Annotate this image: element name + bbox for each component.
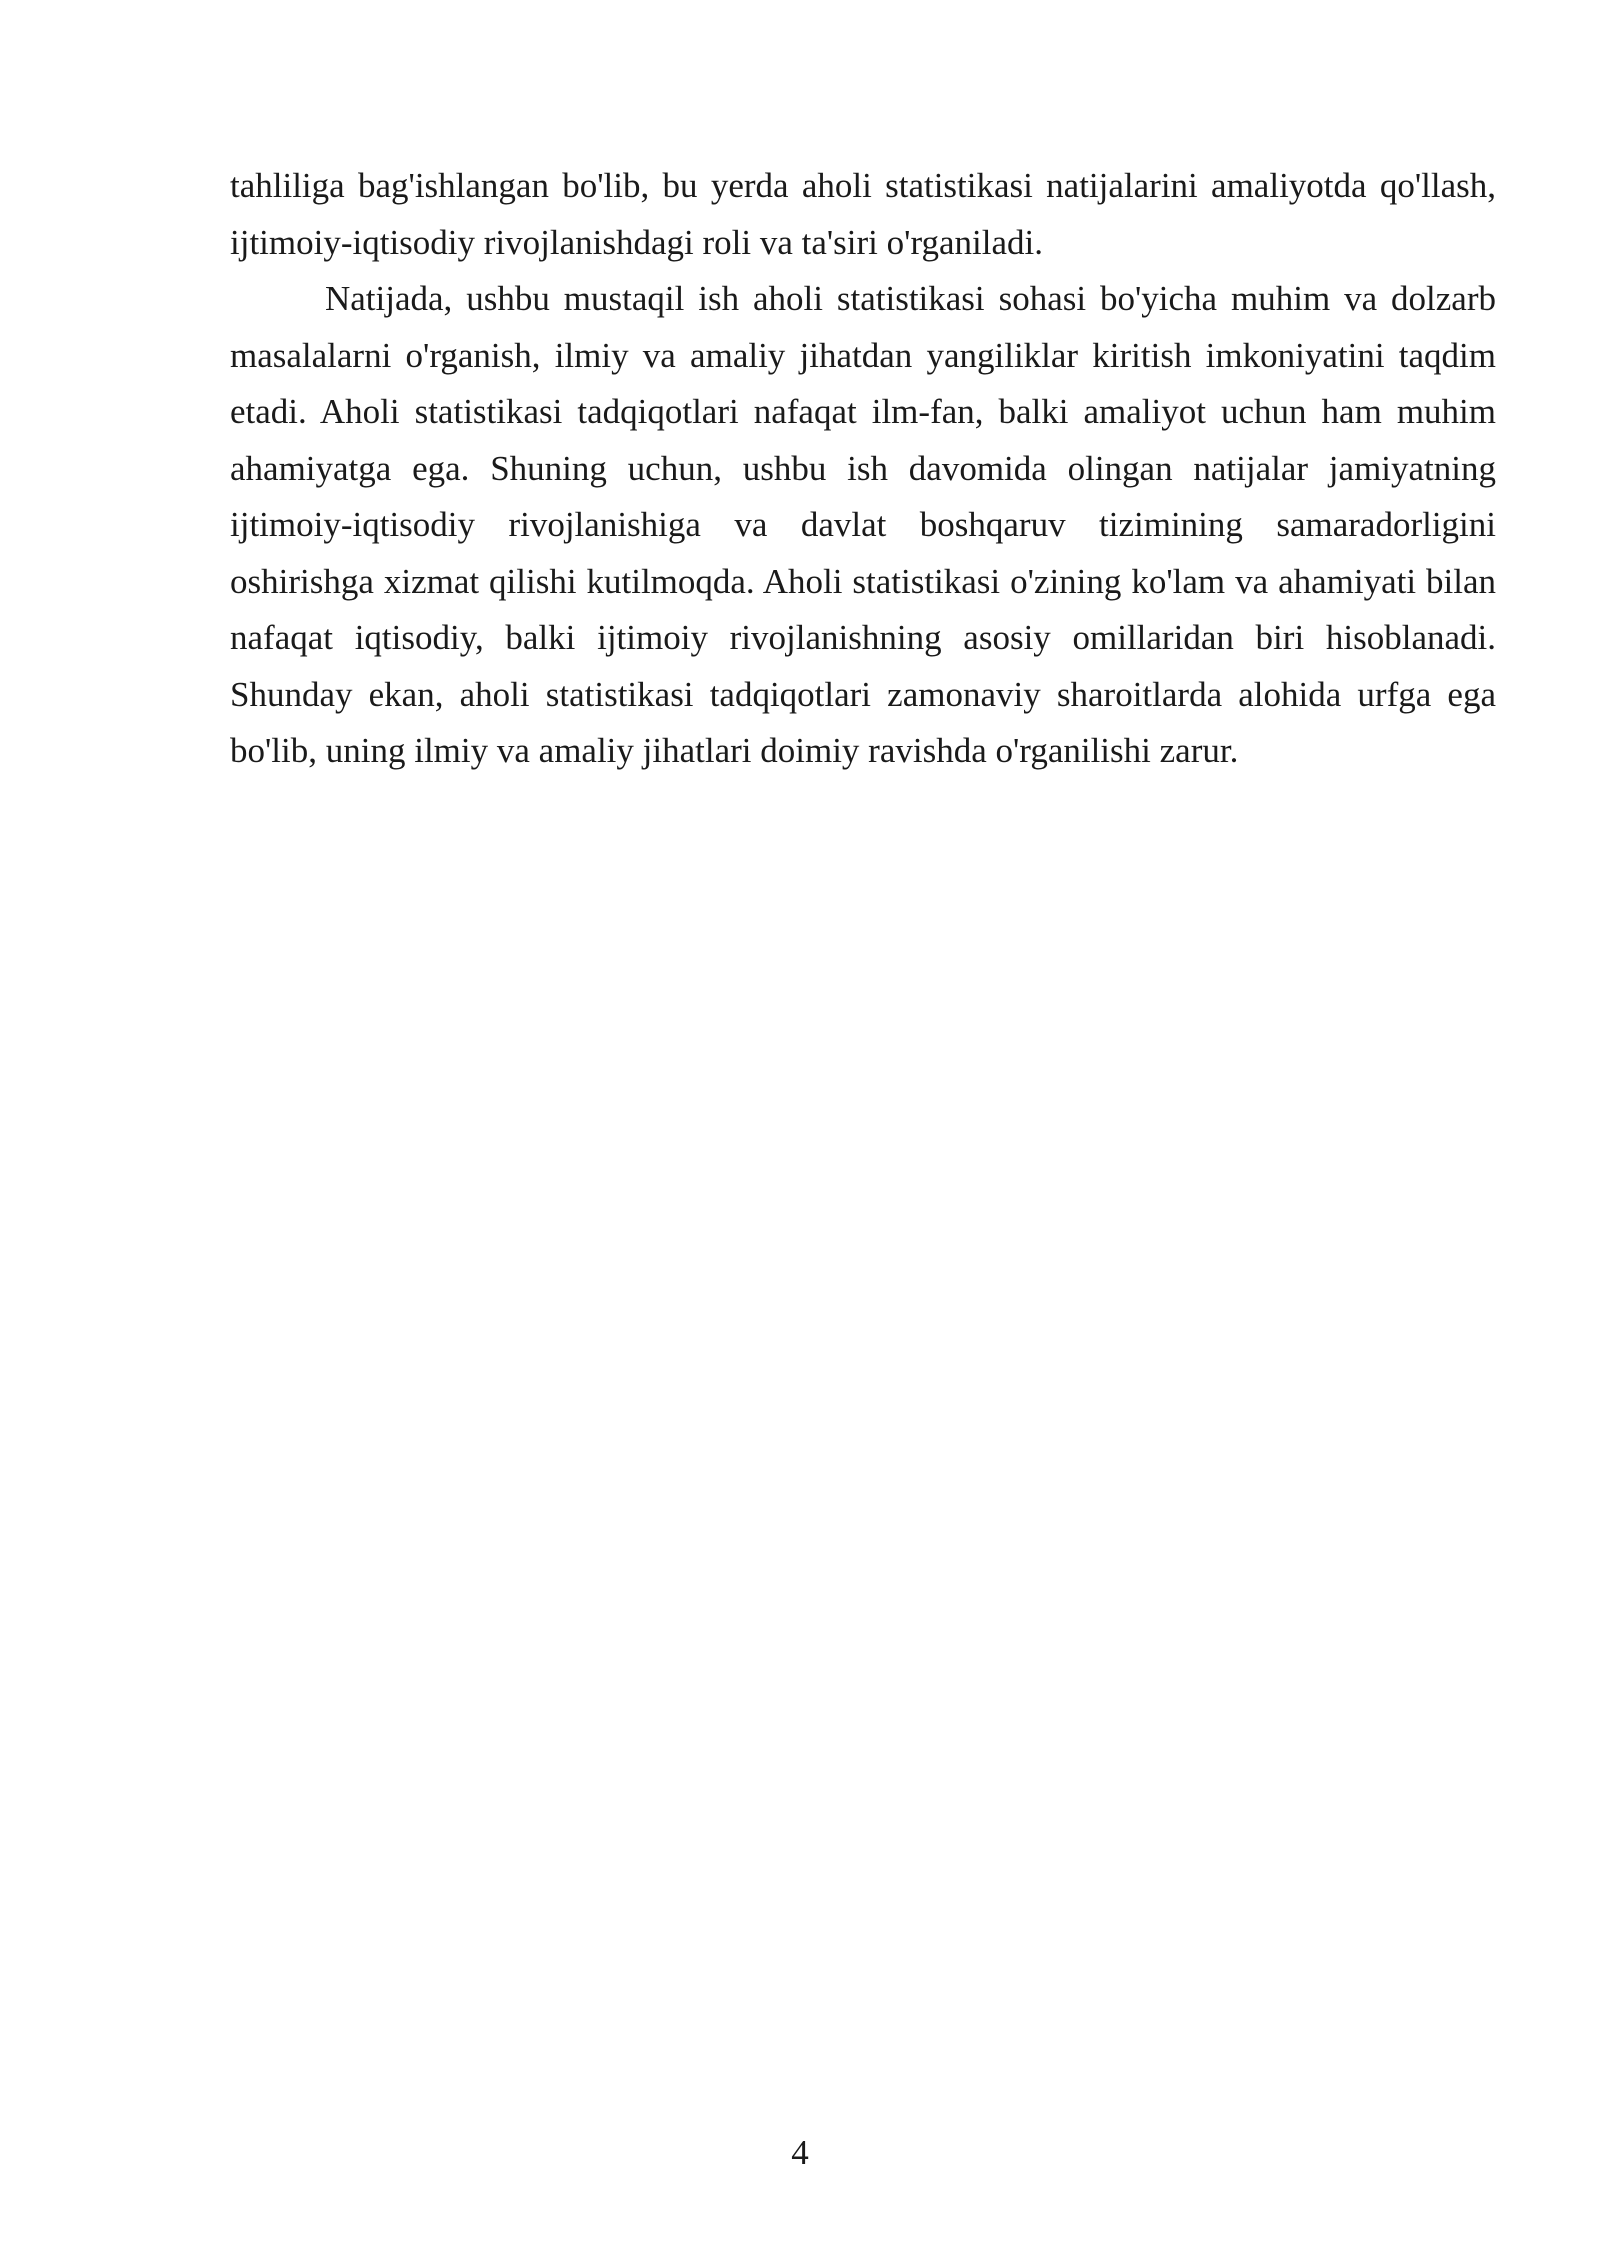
paragraph-continuation: tahliliga bag'ishlangan bo'lib, bu yerda aholi statistikasi natijalarini amaliyotda qo'llash, ijtimoiy-iqtisodiy rivojlanishdagi roli va ta'siri o'rganiladi.: [230, 166, 1496, 262]
body-text: [230, 158, 1496, 780]
page-number: 4: [791, 2133, 809, 2172]
paragraph-conclusion: Natijada, ushbu mustaqil ish aholi statistikasi sohasi bo'yicha muhim va dolzarb masalalarni o'rganish, ilmiy va amaliy jihatdan yangiliklar kiritish imkoniyatini taqdim etadi. Aholi statistikasi tadqiqotlari nafaqat ilm-fan, balki amaliyot uchun ham muhim ahamiyatga ega. Shuning uchun, ushbu ish davomida olingan natijalar jamiyatning ijtimoiy-iqtisodiy rivojlanishiga va davlat boshqaruv tizimining samaradorligini oshirishga xizmat qilishi kutilmoqda. Aholi statistikasi o'zining ko'lam va ahamiyati bilan nafaqat iqtisodiy, balki ijtimoiy rivojlanishning asosiy omillaridan biri hisoblanadi. Shunday ekan, aholi statistikasi tadqiqotlari zamonaviy sharoitlarda alohida urfga ega bo'lib, uning ilmiy va amaliy jihatlari doimiy ravishda o'rganilishi zarur.: [230, 279, 1496, 770]
